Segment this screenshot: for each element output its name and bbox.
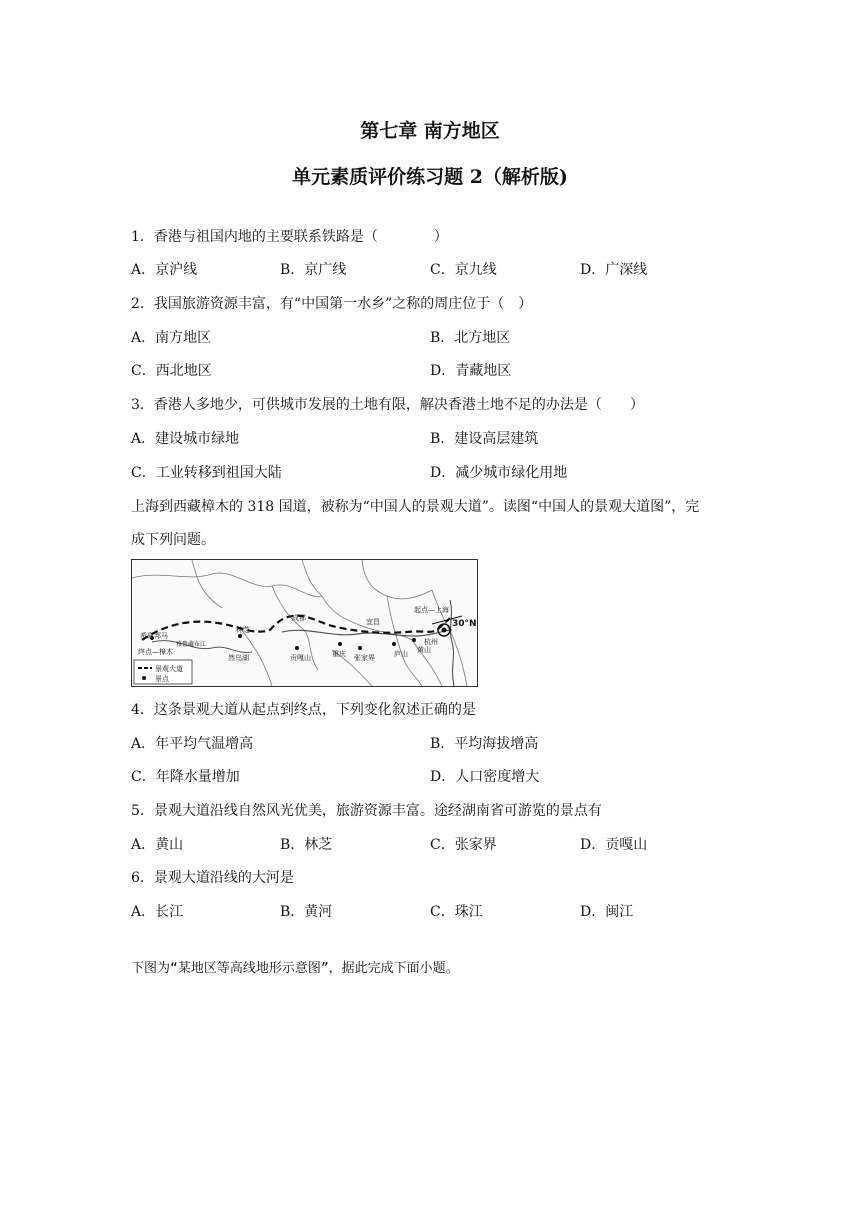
map-label-huangshan: 黄山 — [417, 646, 431, 654]
question-5-stem: 5．景观大道沿线自然风光优美，旅游资源丰富。途经湖南省可游览的景点有 — [131, 803, 602, 819]
question-3-stem: 3．香港人多地少，可供城市发展的土地有限，解决香港土地不足的办法是（ ） — [131, 397, 644, 413]
question-5-option-d: D．贡嘎山 — [580, 837, 648, 853]
question-2-option-a: A．南方地区 — [131, 330, 212, 346]
map-label-start: 起点—上海 — [414, 606, 449, 614]
legend-road-label: 景观大道 — [155, 665, 183, 673]
question-2-option-b: B．北方地区 — [430, 330, 511, 346]
question-1-stem: 1．香港与祖国内地的主要联系铁路是（ ） — [131, 229, 448, 245]
question-6-stem: 6．景观大道沿线的大河是 — [131, 870, 294, 886]
question-4-option-a: A．年平均气温增高 — [131, 736, 254, 752]
map-legend — [134, 660, 192, 684]
map-label-chengdu: 成都 — [292, 614, 306, 622]
map-label-yichang: 宜昌 — [366, 618, 380, 626]
landscape-avenue-map — [131, 559, 478, 687]
question-1-option-c: C．京九线 — [430, 262, 497, 278]
map-label-lushan: 庐山 — [394, 650, 408, 658]
question-1-option-a: A．京沪线 — [131, 262, 198, 278]
question-6-option-a: A．长江 — [131, 904, 184, 920]
passage-line-1: 上海到西藏樟木的 318 国道，被称为“中国人的景观大道”。读图“中国人的景观大道图”，完 — [131, 499, 700, 515]
question-2-stem: 2．我国旅游资源丰富，有“中国第一水乡”之称的周庄位于（ ） — [131, 296, 533, 312]
map-label-chongqing: 重庆 — [332, 650, 346, 658]
question-3-option-a: A．建设城市绿地 — [131, 431, 240, 447]
question-2-option-c: C．西北地区 — [131, 363, 212, 379]
map-label-linzhi: 林芝 — [236, 626, 250, 634]
map-label-yarlung: 雅鲁藏布江 — [176, 641, 207, 648]
question-3-option-c: C．工业转移到祖国大陆 — [131, 465, 282, 481]
question-6-option-c: C．珠江 — [430, 904, 483, 920]
question-1-option-d: D．广深线 — [580, 262, 648, 278]
map-label-gonggashan: 贡嘎山 — [290, 654, 311, 662]
page-subtitle: 单元素质评价练习题 2（解析版) — [292, 166, 568, 188]
question-4-stem: 4．这条景观大道从起点到终点，下列变化叙述正确的是 — [131, 702, 476, 718]
question-5-option-c: C．张家界 — [430, 837, 497, 853]
question-5-option-b: B．林芝 — [280, 837, 333, 853]
question-4-option-b: B．平均海拔增高 — [430, 736, 539, 752]
map-label-end: 终点—樟木 — [138, 648, 173, 656]
question-3-option-d: D．减少城市绿化用地 — [430, 465, 568, 481]
question-5-option-a: A．黄山 — [131, 837, 184, 853]
footer-note: 下图为“某地区等高线地形示意图”，据此完成下面小题。 — [131, 961, 459, 976]
question-6-option-d: D．闽江 — [580, 904, 634, 920]
question-2-option-d: D．青藏地区 — [430, 363, 512, 379]
question-3-option-b: B．建设高层建筑 — [430, 431, 539, 447]
passage-line-2: 成下列问题。 — [131, 532, 215, 548]
map-label-zhangjiajie: 张家界 — [354, 654, 375, 662]
legend-spot-label: 景点 — [155, 675, 169, 683]
map-label-lat: 30°N — [452, 619, 477, 629]
question-4-option-d: D．人口密度增大 — [430, 769, 540, 785]
map-label-ranwu: 然乌湖 — [228, 654, 249, 662]
page-title: 第七章 南方地区 — [360, 120, 500, 142]
question-1-option-b: B．京广线 — [280, 262, 347, 278]
question-4-option-c: C．年降水量增加 — [131, 769, 240, 785]
map-label-hangzhou: 杭州 — [424, 638, 438, 646]
question-6-option-b: B．黄河 — [280, 904, 333, 920]
map-label-xixiabangma: 希夏邦马 — [140, 632, 168, 640]
